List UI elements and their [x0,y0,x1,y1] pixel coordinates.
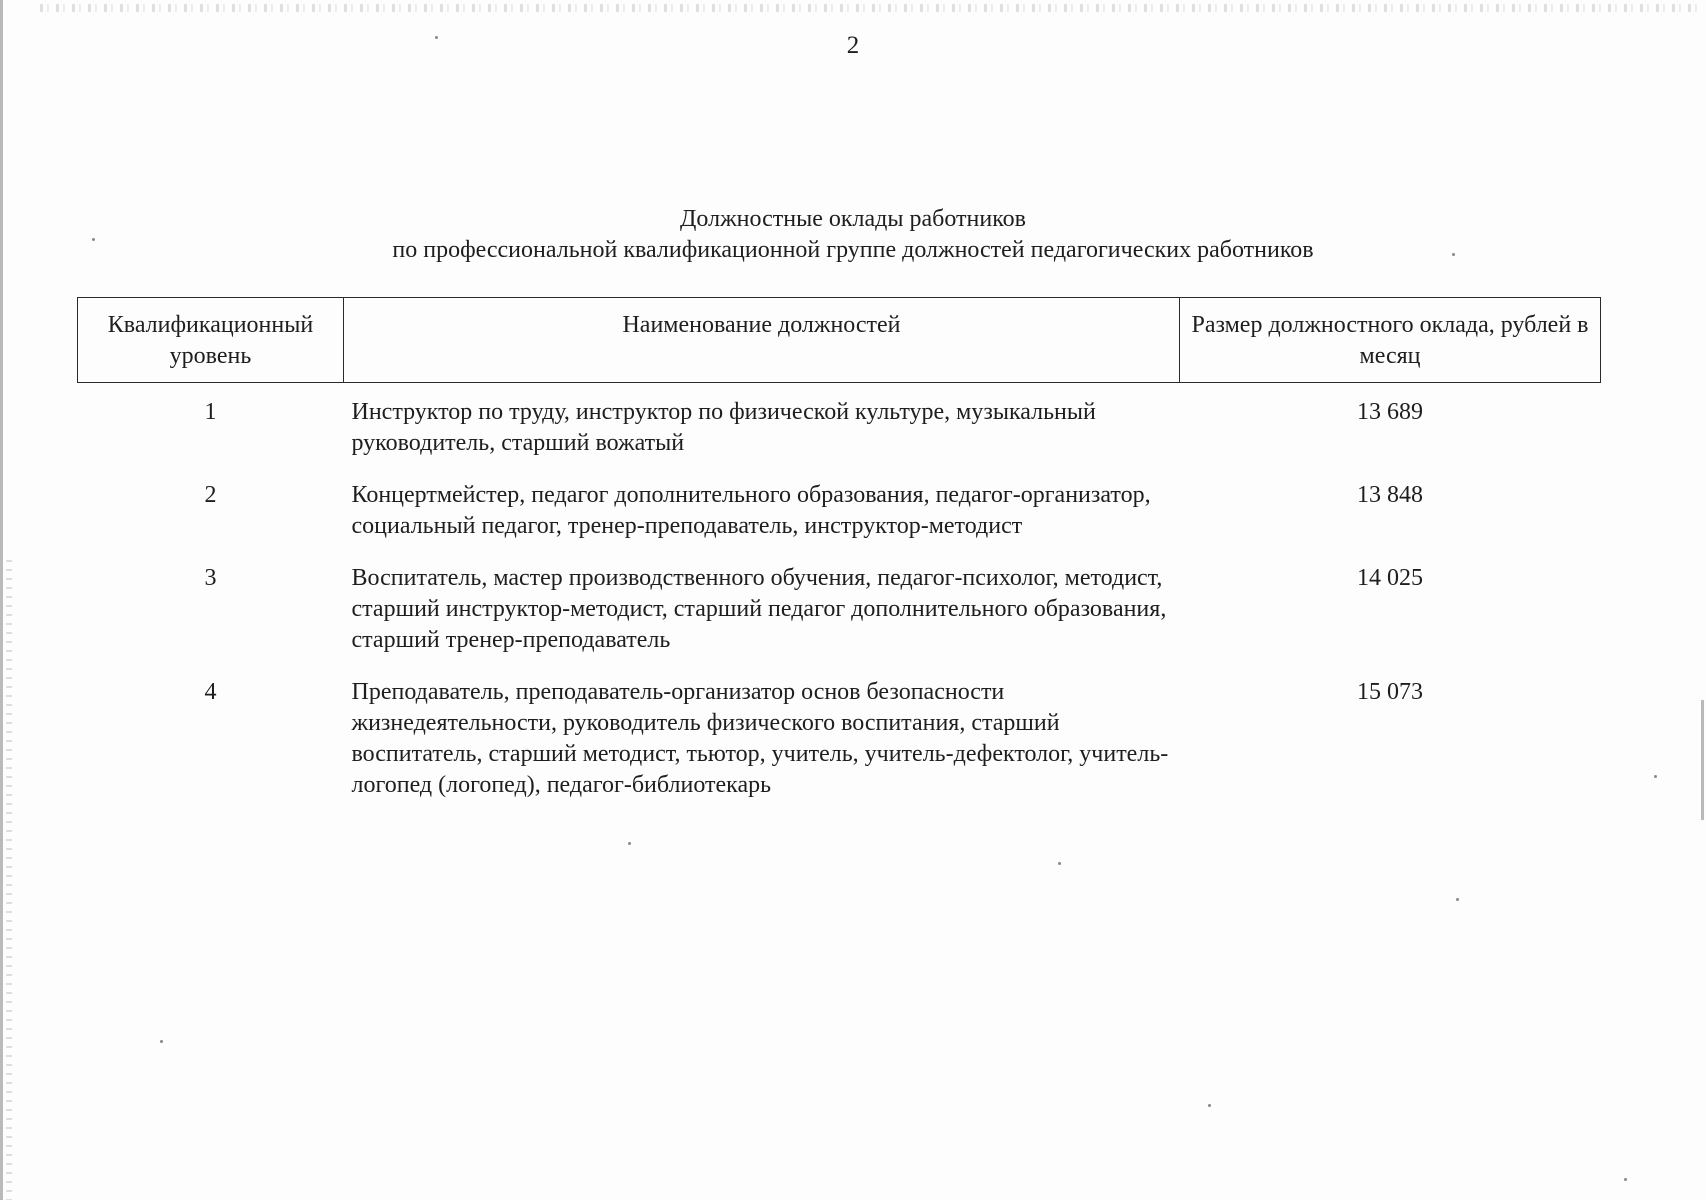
cell-positions: Преподаватель, преподаватель-организатор основ безопасности жизнедеятельности, руководитель физического воспитания, старший воспитатель, старший методист, тьютор, учитель, учитель-дефектолог, учитель-логопед (логопед), педагог-библиотекарь [351,679,1169,798]
scan-noise-top [40,4,1700,12]
scan-speck [1058,862,1061,865]
cell-positions: Воспитатель, мастер производственного обучения, педагог-психолог, методист, старший инструктор-методист, старший педагог дополнительного образования, старший тренер-преподаватель [351,565,1167,653]
table-body [78,383,1601,823]
table-row [78,563,1601,677]
cell-level: 2 [204,482,217,508]
cell-positions: Инструктор по труду, инструктор по физической культуре, музыкальный руководитель, старший вожатый [351,399,1096,456]
scan-speck [1624,1178,1627,1181]
table-row [78,677,1601,822]
scan-edge-left [0,0,3,1200]
scan-speck [1208,1104,1211,1107]
cell-positions: Концертмейстер, педагог дополнительного образования, педагог-организатор, социальный педагог, тренер-преподаватель, инструктор-методист [351,482,1151,539]
header-positions: Наименование должностей [344,298,1180,383]
header-salary: Размер должностного оклада, рублей в месяц [1180,298,1601,383]
table-header [78,298,1601,383]
cell-level: 1 [204,399,217,425]
cell-salary: 13 689 [1357,399,1423,425]
table-row [78,383,1601,481]
scan-speck [1456,898,1459,901]
header-level: Квалификационный уровень [78,298,344,383]
cell-salary: 13 848 [1357,482,1423,508]
scan-noise-left [6,560,12,1200]
document-title [0,204,1706,266]
cell-salary: 15 073 [1357,679,1423,705]
scan-speck [628,842,631,845]
salary-table [77,297,1601,822]
title-line-1: Должностные оклады работников [680,206,1026,232]
title-line-2: по профессиональной квалификационной группе должностей педагогических работников [392,237,1314,263]
scan-edge-right [1701,700,1704,820]
table-row [78,480,1601,563]
cell-level: 3 [204,565,217,591]
scan-speck [160,1040,163,1043]
header-row [78,298,1601,383]
cell-salary: 14 025 [1357,565,1423,591]
scan-speck [1654,775,1657,778]
cell-level: 4 [204,679,217,705]
page-number: 2 [846,32,860,59]
